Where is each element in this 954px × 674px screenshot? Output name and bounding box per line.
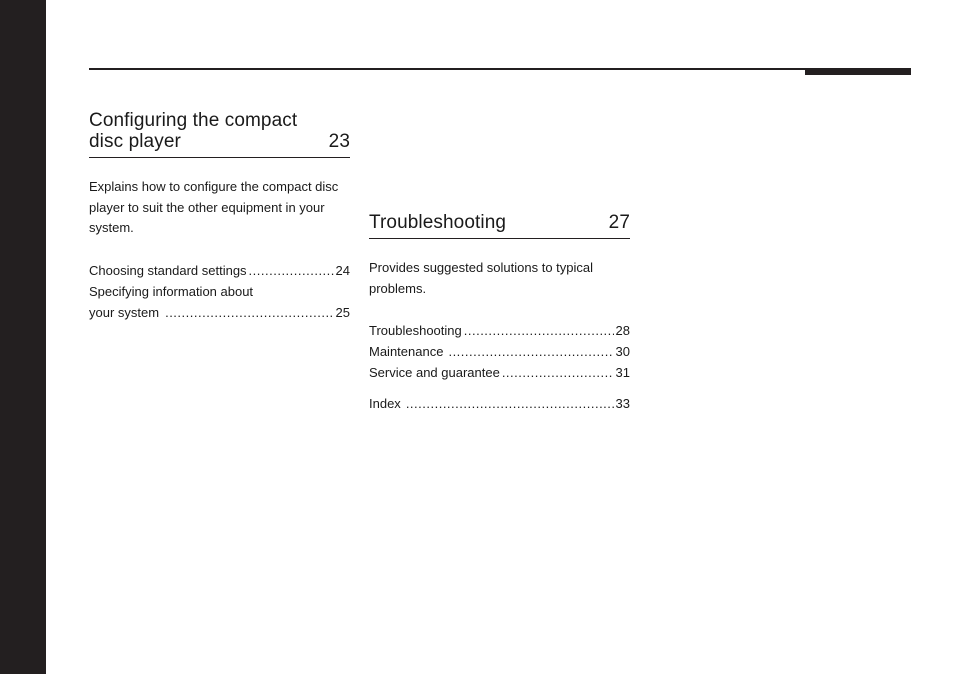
toc-entry-page: 24 <box>335 262 350 278</box>
toc-entry-label: Troubleshooting <box>369 323 462 338</box>
leader-dots <box>406 393 614 414</box>
toc-entry-page: 28 <box>615 323 630 338</box>
toc-entry-page: 30 <box>615 344 630 359</box>
toc-entry[interactable] <box>369 341 630 362</box>
toc-entry[interactable] <box>89 302 350 323</box>
toc-entry-label-line-1[interactable]: Specifying information about <box>89 283 254 299</box>
toc-entries <box>89 260 350 323</box>
toc-entry-label: Service and guarantee <box>369 365 500 380</box>
heading-page-number: 27 <box>608 212 630 233</box>
section-heading <box>89 110 350 158</box>
top-rule-tab <box>805 68 911 75</box>
leader-dots <box>448 341 613 362</box>
toc-entry[interactable] <box>369 362 630 383</box>
section-description: Explains how to configure the compact disc player to suit the other equipment in your system. <box>89 179 339 235</box>
leader-dots <box>249 260 334 281</box>
heading-page-number: 23 <box>328 131 350 152</box>
leader-dots <box>502 362 614 383</box>
section-heading <box>369 212 630 239</box>
toc-entry[interactable] <box>89 260 350 281</box>
leader-dots <box>464 320 614 341</box>
toc-entry-label: Choosing standard settings <box>89 262 247 278</box>
leader-dots <box>165 302 333 323</box>
section-configuring <box>89 110 350 323</box>
toc-entry[interactable] <box>369 320 630 341</box>
heading-line-2: disc player <box>89 131 181 152</box>
toc-entry[interactable] <box>369 393 630 414</box>
heading-title: Troubleshooting <box>369 212 507 233</box>
toc-entry-label: Index <box>369 396 401 411</box>
toc-entry-label: Maintenance <box>369 344 444 359</box>
toc-entry-label-line-2: your system <box>89 304 160 320</box>
section-troubleshooting <box>369 212 630 414</box>
side-bar <box>0 0 46 674</box>
toc-entries <box>369 320 630 414</box>
section-description: Provides suggested solutions to typical problems. <box>369 260 594 296</box>
toc-entry-page: 33 <box>615 396 630 411</box>
toc-entry-page: 25 <box>335 304 350 320</box>
top-rule <box>89 68 805 70</box>
toc-entry-page: 31 <box>615 365 630 380</box>
heading-line-1: Configuring the compact <box>89 110 298 131</box>
